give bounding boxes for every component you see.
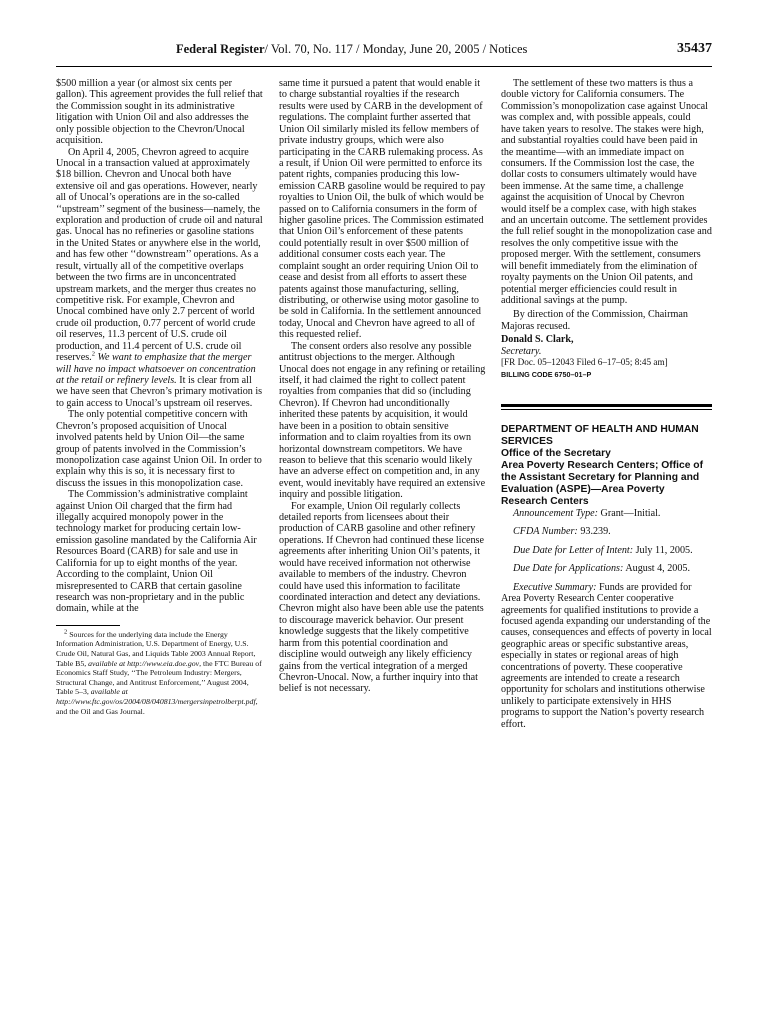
volume-info: / Vol. 70, No. 117 / Monday, June 20, 2005 / Notices <box>264 42 528 56</box>
field-letter-of-intent-date <box>501 545 712 556</box>
column-3 <box>501 78 712 730</box>
footnote-mark: 2 <box>91 350 95 358</box>
footnote-link[interactable]: available at http://www.eia.doe.gov <box>88 658 200 668</box>
field-value: 93.239. <box>577 526 611 538</box>
footnote-rule <box>56 625 120 626</box>
field-label: Due Date for Letter of Intent: <box>513 544 634 556</box>
billing-code: BILLING CODE 6750–01–P <box>501 369 592 379</box>
column-2 <box>279 78 486 695</box>
field-value: Grant—Initial. <box>598 507 661 519</box>
paragraph-text: It is clear from all we have seen that Chevron’s primary motivation is to gain access to Unocal’s upstream oil reserves. <box>56 374 263 409</box>
field-cfda-number <box>501 526 712 537</box>
field-announcement-type <box>501 508 712 519</box>
page-number: 35437 <box>677 41 712 56</box>
direction-note: By direction of the Commission, Chairman Majoras recused. <box>501 309 688 332</box>
paragraph: same time it pursued a patent that would enable it to charge substantial royalties if the research results were used by CARB in the development of regulations. The complaint further asserted that Union Oil similarly misled its fellow members of private industry groups, which were also participating in the CARB rulemaking process. As a result, if Union Oil were permitted to enforce its patent rights, companies producing this low-emission CARB gasoline would be required to pay royalties to Union Oil, the bulk of which would be passed on to California consumers in the form of higher gasoline prices. The Commission estimated that Union Oil’s enforcement of these patents could potentially result in over $500 million of additional consumer costs each year. The complaint sought an order requiring Union Oil to cease and desist from all efforts to assert these patents against those manufacturing, selling, distributing, or otherwise using motor gasoline to be sold in California. In the settlement announced today, Unocal and Chevron have agreed to all of this requested relief. <box>279 78 486 341</box>
field-label: CFDA Number: <box>513 526 578 538</box>
paragraph: The only potential competitive concern with Chevron’s proposed acquisition of Unocal involved patents held by Union Oil—the same group of patents involved in the Commission’s monopolization case against Union Oil. In order to explain why this is so, it is necessary first to discuss the issues in this monopolization case. <box>56 409 262 489</box>
journal-name: Federal Register <box>176 42 265 56</box>
field-label: Due Date for Applications: <box>513 563 624 575</box>
field-label: Executive Summary: <box>513 581 597 593</box>
office-heading: Office of the Secretary <box>501 447 611 459</box>
field-label: Announcement Type: <box>513 507 598 519</box>
paragraph-text: On April 4, 2005, Chevron agreed to acquire Unocal in a transaction valued at approximately $18 billion. Chevron and Unocal both have extensive oil and gas operations. However, nearly all of Unocal’s operations are in the so-called ‘‘upstream’’ segment of the business—namely, the exploration and production of crude oil and natural gas. Unocal has no refineries or gasoline stations in the United States or anywhere else in the world, and has few other ‘‘downstream’’ operations. As a result, virtually all of the competitive overlaps between the two firms are in unconcentrated upstream markets, and the merger thus creates no competitive risk. For example, Chevron and Unocal combined have only 2.7 percent of world crude oil production, 0.77 percent of world crude oil reserves, 11.3 percent of U.S. crude oil production, and 11.4 percent of U.S. crude oil reserves. <box>56 146 263 364</box>
footnote-text: , and the Oil and Gas Journal. <box>56 696 258 716</box>
fr-doc-line: [FR Doc. 05–12043 Filed 6–17–05; 8:45 am] <box>501 357 668 368</box>
column-1 <box>56 78 263 716</box>
footnote-link[interactable]: available at http://www.ftc.gov/os/2004/08/040813/mergersinpetrolberpt.pdf <box>56 687 256 706</box>
section-rule-thick <box>501 404 712 407</box>
field-value: July 11, 2005. <box>633 544 693 556</box>
header-rule <box>56 66 712 67</box>
signer-title: Secretary. <box>501 345 542 357</box>
emphasis-text: We want to emphasize that the merger will have no impact whatsoever on concentration at the retail or refinery levels. <box>56 352 256 386</box>
paragraph: The settlement of these two matters is thus a double victory for California consumers. The Commission’s monopolization case against Unocal was complex and, with possible appeals, could have taken years to resolve. The stakes were high, and substantial royalties could have been paid in the meantime—with an immediate impact on consumers. If the Commission lost the case, the dollar costs to consumers ultimately would have been immense. At the same time, a challenge against the acquisition of Unocal by Chevron would itself be a complex case, with high stakes and an uncertain outcome. The settlement provides the full relief sought in the monopolization case and resolves the only competitive issue with the proposed merger. With the settlement, consumers will benefit immediately from the elimination of royalty payments on the Union Oil patents, and potential merger efficiencies could result in additional savings at the pump. <box>501 78 712 307</box>
footnote-mark: 2 <box>64 628 68 636</box>
executive-summary <box>501 582 712 730</box>
header-citation <box>176 42 527 57</box>
subject-heading: Area Poverty Research Centers; Office of the Assistant Secretary for Planning and Evaluation (ASPE)—Area Poverty Research Centers <box>501 459 704 507</box>
field-value: August 4, 2005. <box>623 563 691 575</box>
section-rule-thin <box>501 409 712 410</box>
paragraph: $500 million a year (or almost six cents per gallon). This agreement provides the full relief that the Commission sought in its administrative litigation with Union Oil and also addresses the only possible objection to the Chevron/Unocal acquisition. <box>56 78 263 147</box>
signer-name: Donald S. Clark, <box>501 334 574 346</box>
paragraph: For example, Union Oil regularly collects detailed reports from licensees about their production of CARB gasoline and other refinery operations. If Chevron had continued these license agreements after inheriting Union Oil’s patents, it would have received information not otherwise available to members of the industry. Chevron could have used this information to facilitate coordinated interaction and detect any deviations. Chevron might also have been able use the patents to discourage maverick behavior. Our present knowledge suggests that the likely competitive harm from this potential coordination and discipline would outweigh any likely efficiency gains from the vertical integration of a merged Chevron-Unocal. Now, a further inquiry into that belief is not necessary. <box>279 500 484 695</box>
field-applications-date <box>501 563 712 574</box>
field-value: Funds are provided for Area Poverty Research Center cooperative agreements for qualified institutions to provide a focused agenda expanding our understanding of the causes, consequences and effects of poverty in local geographic areas or specific substantive areas, especially in states or regional areas of high concentrations of poverty. These cooperative agreements are intended to create a research opportunity for scholars and institutions otherwise unlikely to participate extensively in HHS programs to support the Nation’s poverty research effort. <box>501 581 712 730</box>
footnote <box>56 630 263 716</box>
agency-heading: DEPARTMENT OF HEALTH AND HUMAN SERVICES <box>501 423 699 447</box>
footnote-text: Sources for the underlying data include the Energy Information Administration, U.S. Department of Energy, U.S. Crude Oil, Natural Gas, and Liquids Table 2003 Annual Report, Table B5, <box>56 629 256 668</box>
paragraph <box>56 147 263 410</box>
footnote-text: , the FTC Bureau of Economics Staff Study, ‘‘The Petroleum Industry: Mergers, Structural Change, and Antitrust Enforcement,’’ August 2004, Table 5–3, <box>56 658 262 697</box>
paragraph: The Commission’s administrative complaint against Union Oil charged that the firm had illegally acquired monopoly power in the technology market for producing certain low-emission gasoline mandated by the California Air Resources Board (CARB) for sale and use in California for up to eight months of the year. According to the complaint, Union Oil misrepresented to CARB that certain gasoline research was non-proprietary and in the public domain, while at the <box>56 489 257 615</box>
paragraph: The consent orders also resolve any possible antitrust objections to the merger. Although Unocal does not engage in any refining or retailing itself, it had claimed the right to collect patent royalties from companies that did so (including Chevron). If Chevron had unconditionally inherited these patents by acquisition, it would have been in a position to obtain sensitive information and to claim royalties from its own horizontal downstream competitors. We have reason to believe that this scenario would likely have an adverse effect on competition and, in any event, would inevitably have required an extensive inquiry and possible litigation. <box>279 340 486 501</box>
page-header <box>56 36 712 60</box>
